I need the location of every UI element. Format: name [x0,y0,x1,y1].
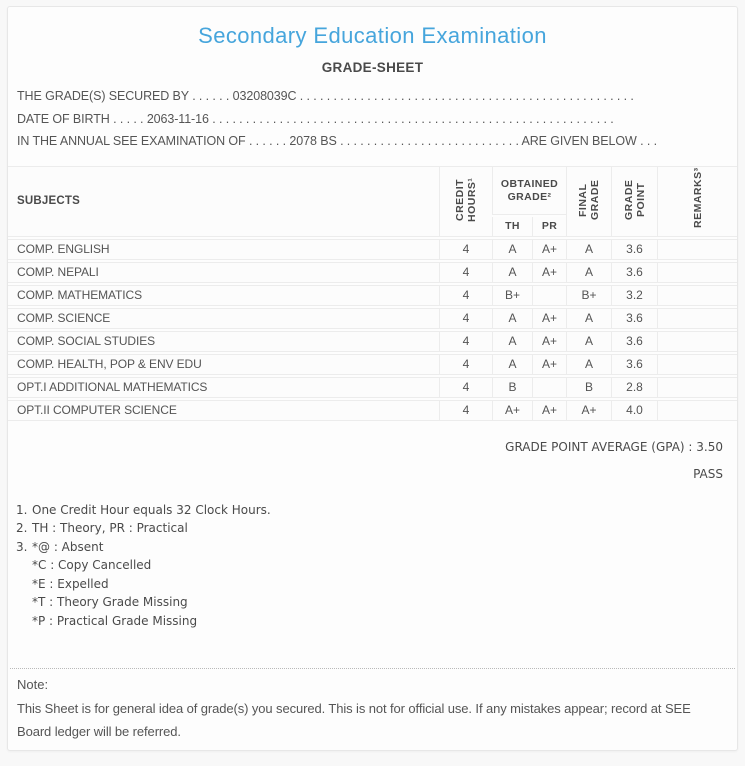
pr-grade-cell [532,285,566,306]
footnote-theory-missing: *T : Theory Grade Missing [32,595,188,609]
th-grade-cell: A [492,331,532,352]
grade-point-cell: 3.2 [611,285,657,306]
pr-grade-cell: A+ [532,308,566,329]
dot-leader: . . . . . . . . . . . . . . . . . . . . . . . . . . . . . . . . . . . . . . . . . . . . . . . . . . [299,89,634,103]
note-section [8,669,737,743]
table-row [8,239,737,260]
dot-leader: . . . . . [113,111,144,126]
remarks-cell [657,400,737,421]
note-text: This Sheet is for general idea of grade(s) you secured. This is not for official use. If any mistakes appear; record at SEE Board ledger will be referred. [17,701,691,739]
subject-cell: COMP. HEALTH, POP & ENV EDU [8,354,439,375]
remarks-cell [657,377,737,398]
table-row [8,285,737,306]
dot-leader: . . . . . . [248,134,287,148]
final-grade-cell: A+ [566,400,611,421]
final-grade-cell: B [566,377,611,398]
symbol-number-value: 03208039C [232,89,297,103]
table-row [8,331,737,352]
info-line-secured-by [17,85,728,108]
remarks-cell [657,239,737,260]
secured-by-label: THE GRADE(S) SECURED BY [17,89,189,103]
final-grade-cell: A [566,239,611,260]
info-line-exam-year [17,130,728,153]
grade-point-cell: 4.0 [611,400,657,421]
credit-cell: 4 [439,331,492,352]
subject-cell: OPT.I ADDITIONAL MATHEMATICS [8,377,439,398]
exam-label: IN THE ANNUAL SEE EXAMINATION OF [17,134,246,148]
th-grade-cell: A+ [492,400,532,421]
credit-cell: 4 [439,285,492,306]
credit-cell: 4 [439,239,492,260]
dot-leader: . . . . . . . . . . . . . . . . . . . . . . . . . . . . . . . . . . . . . . . . . . . . . . . . . . . . . . . . . . . . [212,111,614,126]
pr-grade-cell: A+ [532,400,566,421]
credit-cell: 4 [439,308,492,329]
remarks-cell [657,308,737,329]
dot-leader: . . . . . . [192,89,230,103]
header-grade-point: GRADE POINT [611,166,657,237]
gpa-value: 3.50 [696,439,723,454]
table-row [8,400,737,421]
info-line-dob [17,108,728,131]
grade-point-cell: 2.8 [611,377,657,398]
exam-suffix: ARE GIVEN BELOW . . . [521,134,657,148]
th-grade-cell: A [492,262,532,283]
remarks-cell [657,331,737,352]
th-grade-cell: A [492,354,532,375]
dot-leader: . . . . . . . . . . . . . . . . . . . . . . . . . . . [340,134,519,148]
final-grade-cell: B+ [566,285,611,306]
table-row [8,308,737,329]
footnote-th-pr: 2. TH : Theory, PR : Practical [16,521,188,535]
table-row [8,354,737,375]
footnote-credit-hour: 1. One Credit Hour equals 32 Clock Hours. [16,502,271,517]
header-subjects: SUBJECTS [8,166,439,237]
gpa-label: GRADE POINT AVERAGE (GPA) : [505,439,693,454]
final-grade-cell: A [566,308,611,329]
subject-cell: OPT.II COMPUTER SCIENCE [8,400,439,421]
header-remarks: REMARKS³ [657,166,737,237]
exam-year-value: 2078 BS [289,134,337,148]
header-credit-hours: CREDIT HOURS¹ [439,166,492,237]
result-status: PASS [693,466,723,481]
pr-grade-cell: A+ [532,354,566,375]
note-label: Note: [17,677,49,692]
th-grade-cell: B+ [492,285,532,306]
page-title: Secondary Education Examination [198,23,547,48]
grade-point-cell: 3.6 [611,331,657,352]
grade-sheet-card [7,6,738,751]
final-grade-cell: A [566,354,611,375]
header-pr: PR [532,217,566,237]
credit-cell: 4 [439,377,492,398]
credit-cell: 4 [439,262,492,283]
footnote-practical-missing: *P : Practical Grade Missing [32,613,198,628]
pr-grade-cell: A+ [532,239,566,260]
footnotes [8,481,737,631]
dob-label: DATE OF BIRTH [17,111,110,126]
grade-point-cell: 3.6 [611,354,657,375]
result-summary [8,423,737,481]
credit-cell: 4 [439,400,492,421]
th-grade-cell: B [492,377,532,398]
pr-grade-cell: A+ [532,262,566,283]
grade-point-cell: 3.6 [611,239,657,260]
grades-table [8,164,737,423]
subject-cell: COMP. SOCIAL STUDIES [8,331,439,352]
remarks-cell [657,262,737,283]
student-info [8,75,737,153]
remarks-cell [657,285,737,306]
footnote-absent: 3. *@ : Absent [16,539,104,554]
pr-grade-cell [532,377,566,398]
header-final-grade: FINAL GRADE [566,166,611,237]
subject-cell: COMP. MATHEMATICS [8,285,439,306]
pr-grade-cell: A+ [532,331,566,352]
remarks-cell [657,354,737,375]
subject-cell: COMP. NEPALI [8,262,439,283]
th-grade-cell: A [492,308,532,329]
dob-value: 2063-11-16 [146,111,209,126]
credit-cell: 4 [439,354,492,375]
sheet-subtitle: GRADE-SHEET [321,60,424,75]
header-th: TH [492,217,532,237]
grade-point-cell: 3.6 [611,308,657,329]
gpa-line [8,440,723,454]
final-grade-cell: A [566,262,611,283]
table-row [8,377,737,398]
final-grade-cell: A [566,331,611,352]
subject-cell: COMP. SCIENCE [8,308,439,329]
table-row [8,262,737,283]
table-header-row [8,166,737,215]
footnote-copy-cancelled: *C : Copy Cancelled [32,558,152,572]
header-obtained-grade: OBTAINED GRADE² [492,166,566,215]
th-grade-cell: A [492,239,532,260]
subject-cell: COMP. ENGLISH [8,239,439,260]
footnote-expelled: *E : Expelled [32,576,109,591]
grade-point-cell: 3.6 [611,262,657,283]
